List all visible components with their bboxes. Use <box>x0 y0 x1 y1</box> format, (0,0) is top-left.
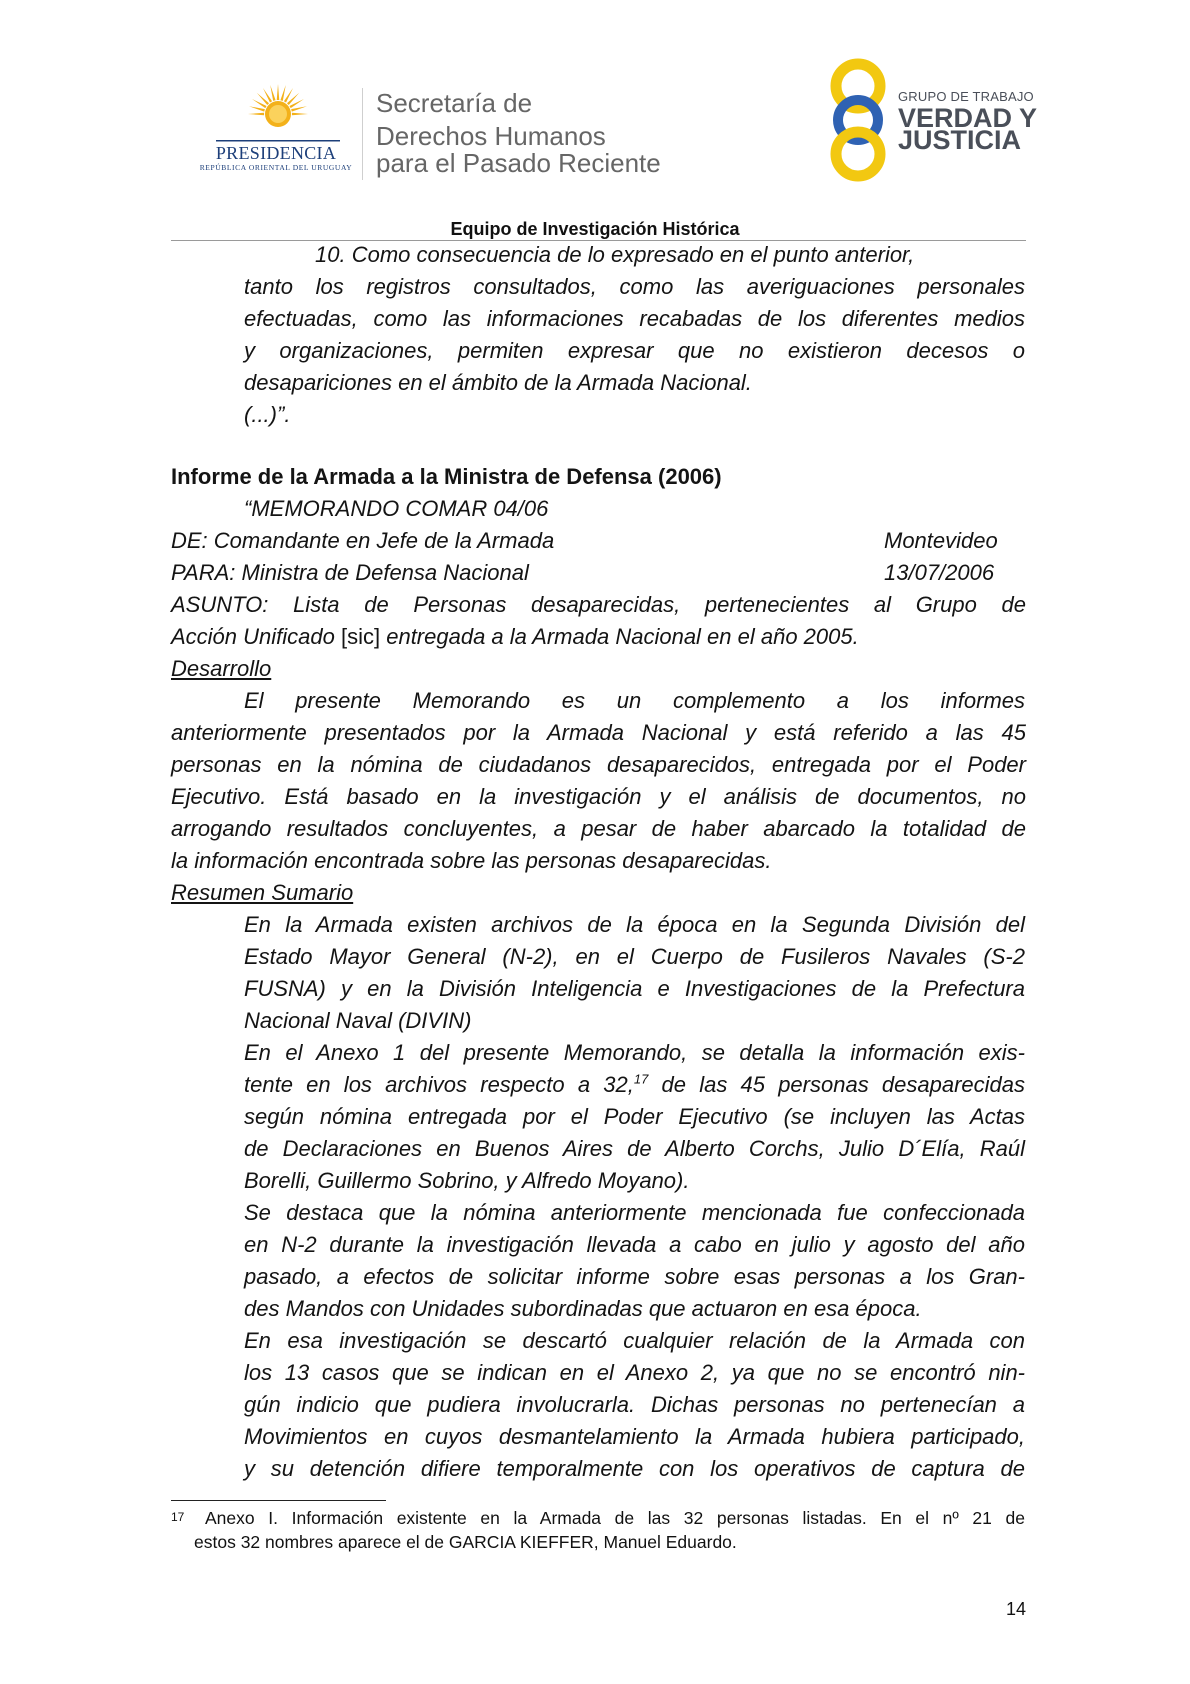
footnote-text <box>194 1506 1025 1554</box>
presidencia-label: PRESIDENCIA <box>215 143 337 163</box>
memo-place: Montevideo <box>884 528 998 553</box>
point-10-line: (...)”. <box>244 402 291 427</box>
resumen-text: de las 45 personas desaparecidas <box>648 1072 1025 1097</box>
resumen-line: los 13 casos que se indican en el Anexo 2, ya que no se encontró nin- <box>244 1360 1025 1385</box>
resumen-line: Se destaca que la nómina anteriormente mencionada fue confeccionada <box>244 1200 1025 1225</box>
resumen-line: En esa investigación se descartó cualquier relación de la Armada con <box>244 1328 1025 1353</box>
resumen-line: según nómina entregada por el Poder Ejecutivo (se incluyen las Actas <box>244 1104 1025 1129</box>
page-number: 14 <box>1005 1599 1026 1619</box>
resumen-line: Nacional Naval (DIVIN) <box>244 1008 472 1033</box>
footnote-number: 17 <box>171 1510 185 1524</box>
point-10-line: desapariciones en el ámbito de la Armada Nacional. <box>244 370 752 395</box>
memo-title: “MEMORANDO COMAR 04/06 <box>244 496 549 521</box>
resumen-line: Borelli, Guillermo Sobrino, y Alfredo Moyano). <box>244 1168 690 1193</box>
memo-subject-line <box>171 621 1026 653</box>
point-10-line: efectuadas, como las informaciones recabadas de los diferentes medios <box>244 306 1025 331</box>
resumen-line: de Declaraciones en Buenos Aires de Alberto Corchs, Julio D´Elía, Raúl <box>244 1136 1025 1161</box>
resumen-line: en N-2 durante la investigación llevada a cabo en julio y agosto del año <box>244 1232 1025 1257</box>
verdad-justicia-rings-logo <box>818 58 898 182</box>
resumen-line: Estado Mayor General (N-2), en el Cuerpo de Fusileros Navales (S-2 <box>244 944 1025 969</box>
resumen-line: En el Anexo 1 del presente Memorando, se detalla la información exis- <box>244 1040 1025 1065</box>
footnote-rule <box>171 1500 386 1501</box>
secretaria-line-1: Secretaría de <box>376 88 533 118</box>
section-heading: Informe de la Armada a la Ministra de Defensa (2006) <box>171 464 722 489</box>
desarrollo-line: arrogando resultados concluyentes, a pesar de haber abarcado la totalidad de <box>171 816 1026 841</box>
header-divider <box>362 88 363 180</box>
memo-to: PARA: Ministra de Defensa Nacional <box>171 560 529 585</box>
resumen-line: FUSNA) y en la División Inteligencia e Investigaciones de la Prefectura <box>244 976 1025 1001</box>
presidencia-subtitle: REPÚBLICA ORIENTAL DEL URUGUAY <box>199 163 353 172</box>
header-subtitle: Equipo de Investigación Histórica <box>450 219 740 239</box>
resumen-line: pasado, a efectos de solicitar informe sobre esas personas a los Gran- <box>244 1264 1025 1289</box>
memo-subject-text: Acción Unificado <box>171 624 341 649</box>
desarrollo-line: personas en la nómina de ciudadanos desaparecidos, entregada por el Poder <box>171 752 1026 777</box>
secretaria-line-2: Derechos Humanos <box>376 121 606 151</box>
point-10-line: y organizaciones, permiten expresar que no existieron decesos o <box>244 338 1025 363</box>
sun-ray <box>292 113 308 116</box>
verdad-label: VERDAD Y <box>898 103 1038 133</box>
point-10-line: 10. Como consecuencia de lo expresado en el punto anterior, <box>315 242 915 267</box>
desarrollo-line: anteriormente presentados por la Armada Nacional y está referido a las 45 <box>171 720 1026 745</box>
grupo-trabajo-label: GRUPO DE TRABAJO <box>898 89 1034 104</box>
desarrollo-line: la información encontrada sobre las personas desaparecidas. <box>171 848 772 873</box>
memo-date: 13/07/2006 <box>884 560 995 585</box>
resumen-line: des Mandos con Unidades subordinadas que actuaron en esa época. <box>244 1296 922 1321</box>
memo-subject-line: ASUNTO: Lista de Personas desaparecidas, pertenecientes al Grupo de <box>171 592 1026 617</box>
sic-annotation: [sic] <box>340 624 381 649</box>
resumen-line: En la Armada existen archivos de la época en la Segunda División del <box>244 912 1025 937</box>
resumen-line <box>244 1069 1025 1101</box>
secretaria-line-3: para el Pasado Reciente <box>376 148 661 178</box>
sun-ray <box>277 84 280 100</box>
resumen-line: gún indicio que pudiera involucrarla. Dichas personas no pertenecían a <box>244 1392 1025 1417</box>
resumen-line: Movimientos en cuyos desmantelamiento la Armada hubiera participado, <box>244 1424 1025 1449</box>
memo-subject-text: entregada a la Armada Nacional en el año 2005. <box>380 624 859 649</box>
sun-ray <box>291 106 307 111</box>
desarrollo-heading: Desarrollo <box>171 656 272 681</box>
point-10-line: tanto los registros consultados, como las averiguaciones personales <box>244 274 1025 299</box>
justicia-label: JUSTICIA <box>898 125 1022 155</box>
memo-from: DE: Comandante en Jefe de la Armada <box>171 528 555 553</box>
footnote-line: estos 32 nombres aparece el de GARCIA KIEFFER, Manuel Eduardo. <box>194 1532 737 1552</box>
desarrollo-line: El presente Memorando es un complemento a los informes <box>244 688 1025 713</box>
resumen-heading: Resumen Sumario <box>171 880 354 905</box>
sun-ray <box>248 113 264 116</box>
footnote-line: Anexo I. Información existente en la Armada de las 32 personas listadas. En el nº 21 de <box>205 1508 1025 1528</box>
resumen-line: y su detención difiere temporalmente con los operativos de captura de <box>244 1456 1025 1481</box>
sun-ray <box>270 85 275 101</box>
resumen-text: tente en los archivos respecto a 32, <box>244 1072 634 1097</box>
desarrollo-line: Ejecutivo. Está basado en la investigación y el análisis de documentos, no <box>171 784 1026 809</box>
sun-ray <box>280 85 285 101</box>
sun-ray <box>249 106 265 111</box>
footnote-ref-17[interactable]: 17 <box>633 1071 649 1087</box>
